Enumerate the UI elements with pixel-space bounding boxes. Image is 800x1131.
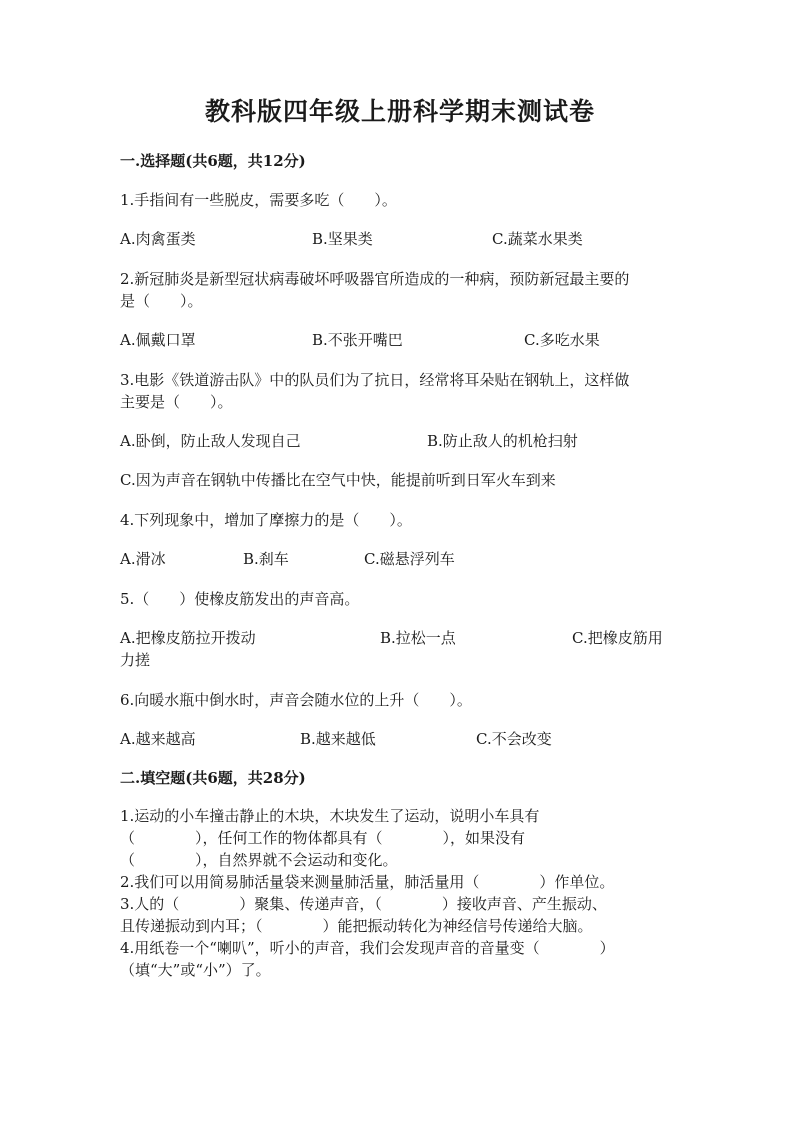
question-1-option-b: B.坚果类 [312,230,373,248]
question-5-stem: 5.（ ）使橡皮筋发出的声音高。 [120,590,360,608]
fill-question-3-line2: 且传递振动到内耳；（ ）能把振动转化为神经信号传递给大脑。 [120,917,593,935]
question-4-option-a: A.滑冰 [120,550,166,568]
question-6-option-a: A.越来越高 [120,730,196,748]
question-6-option-b: B.越来越低 [300,730,376,748]
question-6-option-c: C.不会改变 [476,730,552,748]
question-5-option-c: C.把橡皮筋用 [572,629,663,647]
fill-question-4 [120,937,682,981]
question-1-option-c: C.蔬菜水果类 [492,230,583,248]
question-4-option-b: B.刹车 [243,550,289,568]
fill-question-2-line1: 2.我们可以用简易肺活量袋来测量肺活量，肺活量用（ ）作单位。 [120,873,615,891]
section-heading-choice: 一.选择题(共6题，共12分) [120,152,306,170]
question-2-stem-line2: 是（ ）。 [120,292,203,310]
question-3-stem-line2: 主要是（ ）。 [120,393,233,411]
question-3-option-c: C.因为声音在钢轨中传播比在空气中快，能提前听到日军火车到来 [120,471,556,489]
question-3-option-a: A.卧倒，防止敌人发现自己 [120,432,301,450]
fill-question-1 [120,805,682,871]
fill-question-2 [120,871,682,893]
question-2-option-b: B.不张开嘴巴 [312,331,403,349]
fill-question-1-line1: 1.运动的小车撞击静止的木块，木块发生了运动，说明小车具有 [120,807,540,825]
question-2-option-c: C.多吃水果 [524,331,600,349]
section-heading-fill: 二.填空题(共6题，共28分) [120,769,306,787]
question-6-stem: 6.向暖水瓶中倒水时，声音会随水位的上升（ ）。 [120,691,472,709]
fill-question-3 [120,893,682,937]
question-4-stem: 4.下列现象中，增加了摩擦力的是（ ）。 [120,511,412,529]
fill-question-4-line1: 4.用纸卷一个“喇叭”，听小的声音，我们会发现声音的音量变（ ） [120,939,615,957]
fill-question-1-line3: （ ），自然界就不会运动和变化。 [120,851,398,869]
question-2-stem-line1: 2.新冠肺炎是新型冠状病毒破坏呼吸器官所造成的一种病，预防新冠最主要的 [120,270,630,288]
question-4-option-c: C.磁悬浮列车 [364,550,455,568]
question-5-option-a: A.把橡皮筋拉开拨动 [120,629,256,647]
fill-question-1-line2: （ ），任何工作的物体都具有（ ），如果没有 [120,829,526,847]
page-title: 教科版四年级上册科学期末测试卷 [204,97,595,126]
fill-question-4-line2: （填“大”或“小”）了。 [120,961,271,979]
fill-question-3-line1: 3.人的（ ）聚集、传递声音，（ ）接收声音、产生振动、 [120,895,607,913]
question-5-option-c-cont: 力搓 [120,651,151,669]
question-1-option-a: A.肉禽蛋类 [120,230,196,248]
question-3-option-b: B.防止敌人的机枪扫射 [427,432,578,450]
question-1-stem: 1.手指间有一些脱皮，需要多吃（ ）。 [120,191,397,209]
question-2-option-a: A.佩戴口罩 [120,331,196,349]
question-5-option-b: B.拉松一点 [380,629,456,647]
question-3-stem-line1: 3.电影《铁道游击队》中的队员们为了抗日，经常将耳朵贴在钢轨上，这样做 [120,371,630,389]
